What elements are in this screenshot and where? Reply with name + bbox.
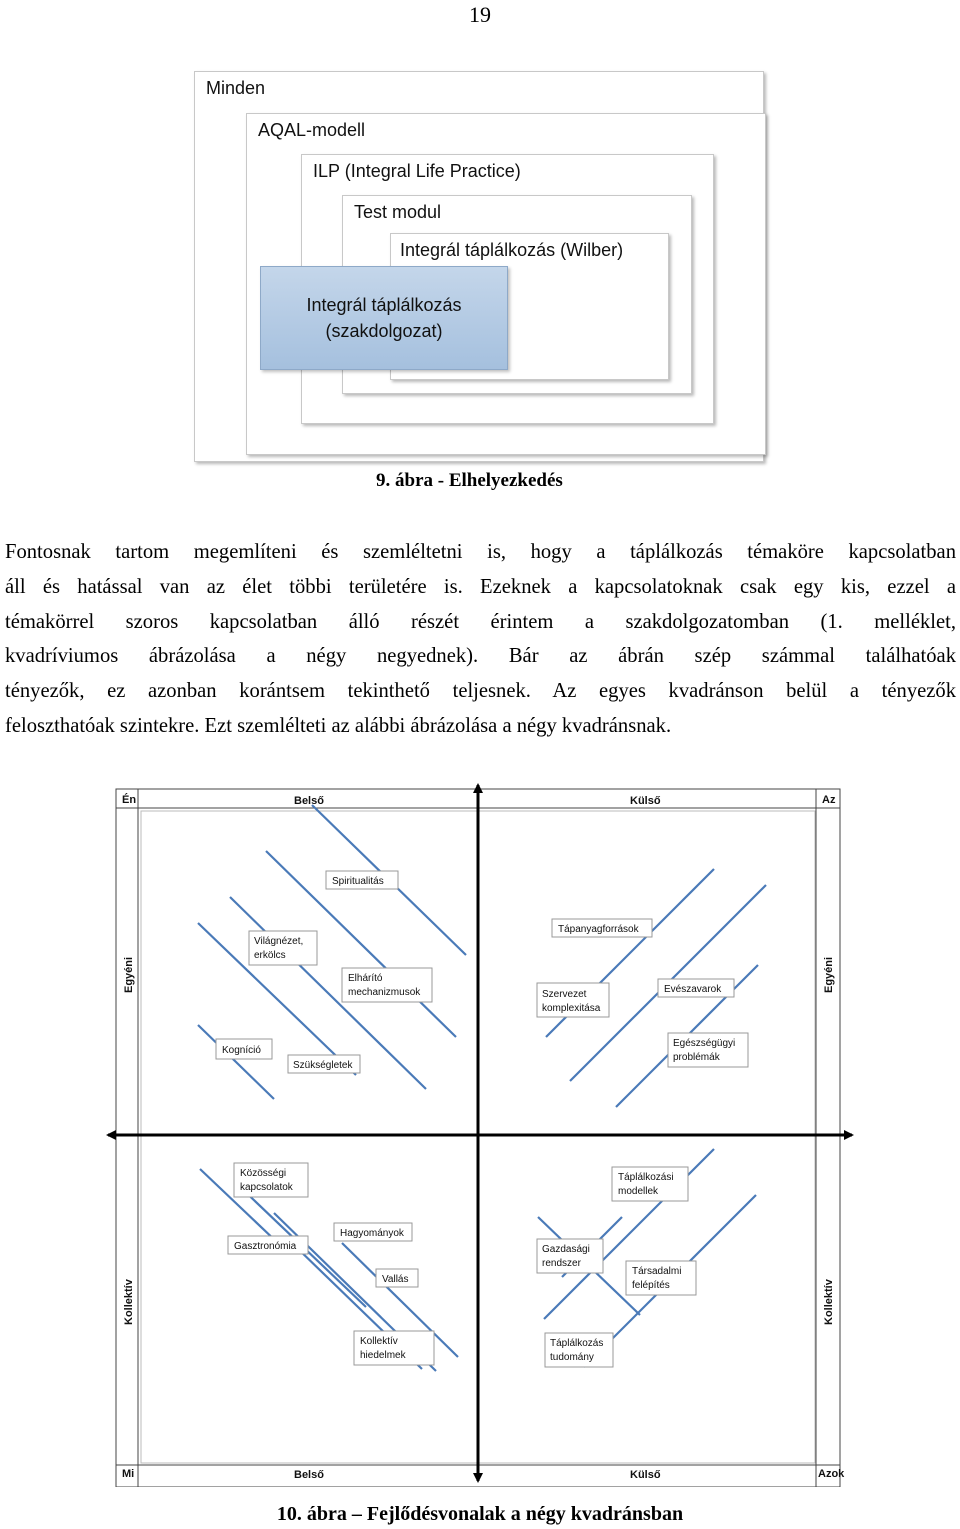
factor-label: Evészavarok — [664, 984, 722, 995]
label-eveszavarok — [658, 979, 734, 997]
label-vallas — [376, 1269, 418, 1287]
top-label: Belső — [294, 795, 324, 807]
factor-label: Hagyományok — [340, 1228, 404, 1239]
label-spiritualitas — [326, 871, 398, 889]
label-szervezet — [537, 983, 609, 1017]
box-label: ILP (Integral Life Practice) — [313, 161, 521, 181]
factor-label: erkölcs — [254, 950, 286, 961]
box-label: Test modul — [354, 202, 442, 222]
factor-label: Közösségi — [240, 1168, 287, 1179]
four-quadrant-figure — [106, 775, 856, 1487]
factor-label: problémák — [673, 1052, 720, 1063]
left-label: Egyéni — [123, 956, 135, 993]
label-tapanyagforrasok — [552, 919, 652, 937]
factor-label: rendszer — [542, 1258, 581, 1269]
factor-label: kapcsolatok — [240, 1182, 293, 1193]
label-kozossegi — [234, 1163, 308, 1197]
factor-label: Táplálkozási — [618, 1172, 674, 1183]
factor-label: Kollektív — [360, 1336, 398, 1347]
nested-hierarchy-figure — [194, 71, 764, 462]
box-label: Integrál táplálkozás (Wilber) — [400, 240, 624, 260]
corner-label: Az — [822, 794, 836, 806]
factor-label: Világnézet, — [254, 936, 304, 947]
factor-label: Spiritualitás — [332, 876, 384, 887]
factor-label: modellek — [618, 1186, 659, 1197]
factor-label: Szervezet — [542, 989, 587, 1000]
paragraph-line: tényezők, ez azonban korántsem tekinthető teljesnek. Az egyes kvadránson belül a tényezők — [5, 680, 956, 703]
label-kollektiv-hiedelmek — [354, 1331, 434, 1365]
label-elharito — [342, 968, 432, 1002]
label-egeszsegugyi — [668, 1033, 748, 1067]
bottom-label: Külső — [630, 1469, 661, 1481]
factor-label: felépítés — [632, 1280, 670, 1291]
paragraph-line: témakörrel szoros kapcsolatban álló részét érintem a szakdolgozatomban (1. melléklet, — [5, 610, 956, 633]
factor-label: Elhárító — [348, 973, 383, 984]
factor-label: Társadalmi — [632, 1266, 682, 1277]
factor-label: Táplálkozás — [550, 1338, 604, 1349]
label-hagyomanyok — [334, 1223, 412, 1241]
label-taplalkozasi-modellek — [612, 1167, 688, 1201]
figure-10-caption — [0, 1503, 960, 1526]
factor-label: komplexitása — [542, 1003, 601, 1014]
right-label: Kollektív — [823, 1279, 835, 1325]
paragraph-line: Fontosnak tartom megemlíteni és szemléltetni is, hogy a táplálkozás témaköre kapcsolatban — [5, 541, 956, 563]
label-szuksegletek — [288, 1055, 360, 1073]
factor-label: Gasztronómia — [234, 1241, 297, 1252]
figure-10-caption-text: 10. ábra – Fejlődésvonalak a négy kvadránsban — [276, 1503, 684, 1525]
label-taplalkozas-tudomany — [545, 1333, 613, 1367]
label-kognicio — [216, 1039, 272, 1059]
factor-label: Szükségletek — [293, 1060, 353, 1071]
right-label: Egyéni — [823, 956, 835, 993]
body-paragraph — [5, 535, 956, 744]
label-vilagnezet — [249, 931, 317, 965]
label-gasztronomia — [228, 1236, 308, 1254]
factor-label: Gazdasági — [542, 1244, 590, 1255]
box-label: AQAL-modell — [258, 120, 366, 140]
factor-label: Egészségügyi — [673, 1038, 736, 1049]
highlight-line: Integrál táplálkozás — [306, 295, 462, 315]
factor-label: Tápanyagforrások — [558, 924, 639, 935]
label-gazdasagi — [537, 1239, 603, 1273]
factor-label: tudomány — [550, 1352, 594, 1363]
corner-label: Azok — [818, 1468, 845, 1480]
page-number: 19 — [469, 2, 491, 27]
corner-label: Én — [122, 794, 137, 806]
box-szakdolgozat — [260, 266, 508, 370]
left-label: Kollektív — [123, 1279, 135, 1325]
factor-label: mechanizmusok — [348, 987, 421, 998]
factor-label: hiedelmek — [360, 1350, 406, 1361]
box-label: Minden — [206, 78, 266, 98]
figure-9-caption: 9. ábra - Elhelyezkedés — [376, 470, 563, 491]
label-tarsadalmi — [626, 1261, 696, 1295]
paragraph-line: kvadríviumos ábrázolása a négy negyednek). Bár az ábrán szép számmal találhatóak — [5, 645, 956, 668]
highlight-line: (szakdolgozat) — [325, 321, 443, 341]
factor-label: Kogníció — [222, 1045, 261, 1056]
paragraph-line: feloszthatóak szintekre. Ezt szemlélteti az alábbi ábrázolása a négy kvadránsnak. — [5, 714, 672, 737]
corner-label: Mi — [122, 1468, 135, 1480]
bottom-label: Belső — [294, 1469, 324, 1481]
factor-label: Vallás — [382, 1274, 409, 1285]
top-label: Külső — [630, 795, 661, 807]
paragraph-line: áll és hatással van az élet többi területére is. Ezeknek a kapcsolatoknak csak egy kis, ezzel a — [5, 575, 956, 598]
